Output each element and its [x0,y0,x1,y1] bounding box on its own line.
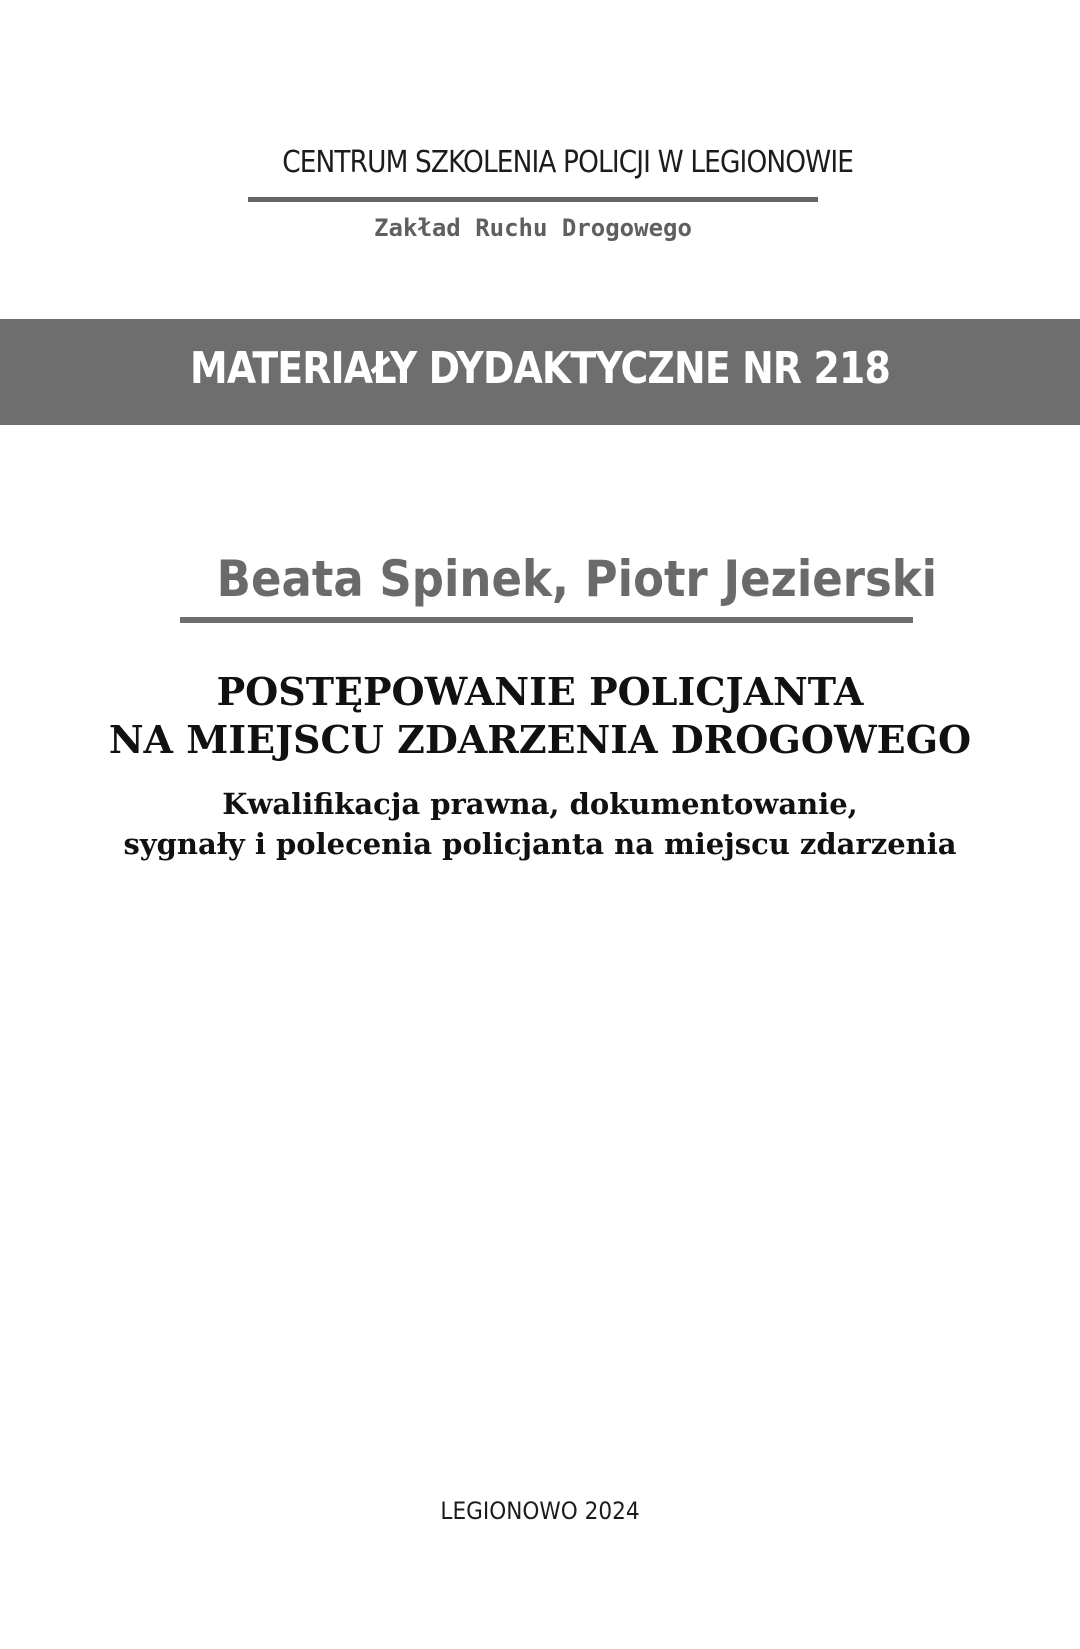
series-title: MATERIAŁY DYDAKTYCZNE NR 218 [190,343,890,394]
department-name: Zakład Ruchu Drogowego [374,214,692,242]
authors-underline [180,617,913,623]
book-subtitle-line: sygnały i polecenia policjanta na miejscu zdarzenia [123,827,957,861]
authors: Beata Spinek, Piotr Jezierski [216,550,938,608]
book-subtitle-line: Kwalifikacja prawna, dokumentowanie, [222,787,858,821]
book-title-line: POSTĘPOWANIE POLICJANTA [216,669,864,714]
book-subtitle [40,784,1040,864]
book-title-line: NA MIEJSCU ZDARZENIA DROGOWEGO [108,717,972,762]
institution-name: CENTRUM SZKOLENIA POLICJI W LEGIONOWIE [282,145,854,180]
place-and-year: LEGIONOWO 2024 [440,1497,640,1525]
institution-underline [248,197,818,202]
book-title [40,668,1040,764]
